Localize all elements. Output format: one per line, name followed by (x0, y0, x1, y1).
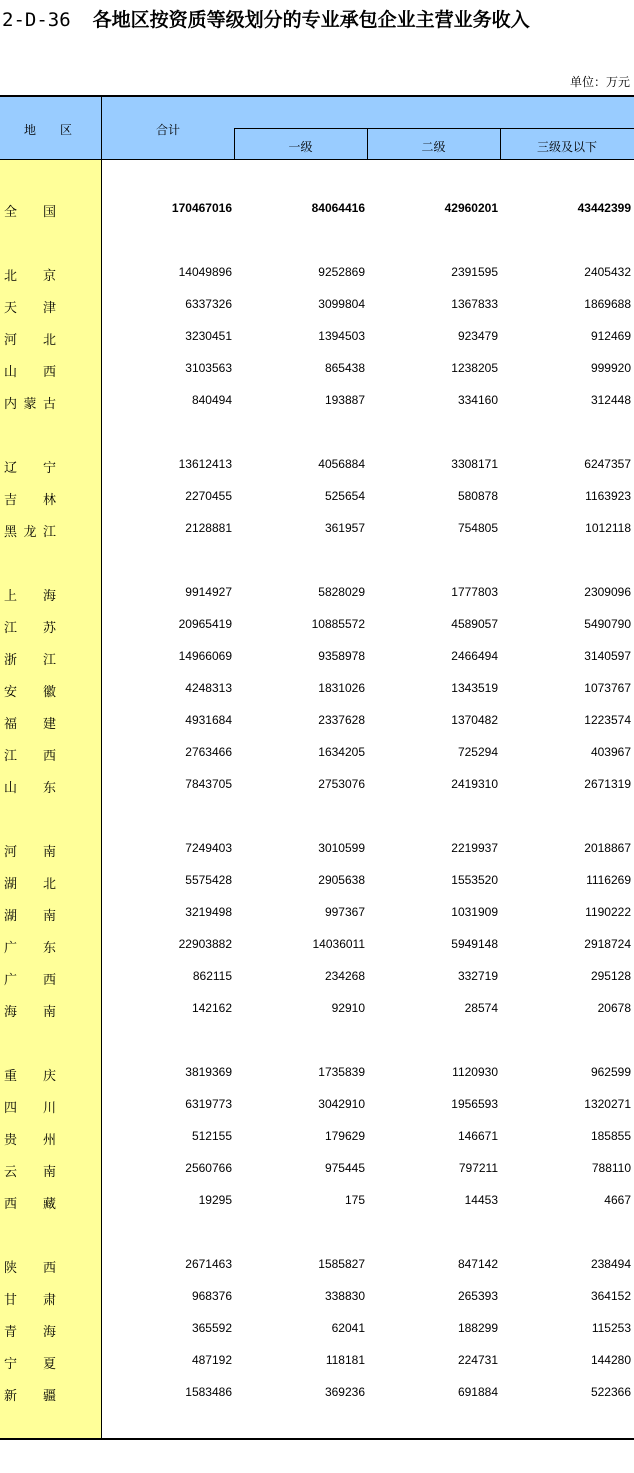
cell-level1: 84064416 (311, 201, 365, 215)
region-name: 黑龙江 (4, 524, 56, 539)
cell-level2: 2466494 (451, 649, 498, 663)
region-name: 宁夏 (4, 1356, 56, 1371)
cell-level2: 265393 (457, 1289, 498, 1303)
cell-level1: 2753076 (318, 777, 365, 791)
cell-total: 7249403 (185, 841, 232, 855)
cell-level1: 1831026 (318, 681, 365, 695)
cell-level1: 175 (344, 1193, 365, 1207)
cell-level2: 691884 (457, 1385, 498, 1399)
cell-level1: 1585827 (318, 1257, 365, 1271)
unit-label: 单位：万元 (569, 75, 630, 89)
region-name: 福建 (4, 716, 56, 731)
cell-level1: 1634205 (318, 745, 365, 759)
cell-total: 4248313 (185, 681, 232, 695)
cell-level1: 3042910 (318, 1097, 365, 1111)
cell-level1: 5828029 (318, 585, 365, 599)
region-name: 山西 (4, 364, 56, 379)
cell-level3: 403967 (590, 745, 631, 759)
cell-level2: 1367833 (451, 297, 498, 311)
cell-level3: 1163923 (585, 489, 631, 503)
cell-level3: 312448 (590, 393, 631, 407)
region-name: 吉林 (4, 492, 56, 507)
cell-level2: 14453 (464, 1193, 498, 1207)
region-name: 辽宁 (4, 460, 56, 475)
cell-level3: 238494 (590, 1257, 631, 1271)
region-name: 内蒙古 (4, 396, 56, 411)
cell-level1: 92910 (331, 1001, 365, 1015)
region-name: 湖南 (4, 908, 56, 923)
cell-level3: 1869688 (584, 297, 631, 311)
cell-total: 2560766 (185, 1161, 232, 1175)
cell-level3: 2018867 (584, 841, 631, 855)
region-name: 安徽 (4, 684, 56, 699)
region-name: 河北 (4, 332, 56, 347)
cell-level1: 369236 (324, 1385, 365, 1399)
cell-level3: 1223574 (584, 713, 631, 727)
cell-total: 20965419 (178, 617, 232, 631)
region-name: 重庆 (4, 1068, 56, 1083)
cell-total: 14049896 (178, 265, 232, 279)
cell-total: 487192 (191, 1353, 232, 1367)
region-name: 北京 (4, 268, 56, 283)
region-name: 江苏 (4, 620, 56, 635)
cell-level1: 118181 (325, 1353, 365, 1367)
cell-total: 7843705 (185, 777, 232, 791)
cell-level1: 2905638 (318, 873, 365, 887)
region-name: 浙江 (4, 652, 56, 667)
cell-level2: 1238205 (451, 361, 498, 375)
cell-level3: 185855 (590, 1129, 631, 1143)
region-name: 江西 (4, 748, 56, 763)
cell-total: 170467016 (171, 201, 232, 215)
cell-level2: 1777803 (451, 585, 498, 599)
cell-level3: 115253 (591, 1321, 631, 1335)
cell-level1: 10885572 (311, 617, 365, 631)
cell-level2: 1956593 (451, 1097, 498, 1111)
cell-level2: 847142 (457, 1257, 498, 1271)
cell-level1: 865438 (324, 361, 365, 375)
cell-total: 512155 (191, 1129, 232, 1143)
cell-total: 6319773 (185, 1097, 232, 1111)
table-title: 各地区按资质等级划分的专业承包企业主营业务收入 (92, 9, 530, 31)
top-rule (0, 95, 634, 97)
cell-level1: 62041 (331, 1321, 365, 1335)
region-name: 新疆 (4, 1388, 56, 1403)
cell-level2: 1031909 (451, 905, 498, 919)
col-header-level2: 二级 (421, 140, 446, 154)
cell-level1: 338830 (324, 1289, 365, 1303)
cell-total: 862115 (192, 969, 232, 983)
cell-level2: 42960201 (444, 201, 498, 215)
cell-level3: 2309096 (584, 585, 631, 599)
cell-total: 9914927 (185, 585, 232, 599)
cell-total: 3103563 (185, 361, 232, 375)
region-name: 山东 (4, 780, 56, 795)
cell-level3: 788110 (591, 1161, 631, 1175)
cell-level1: 179629 (324, 1129, 365, 1143)
region-name: 青海 (4, 1324, 56, 1339)
region-name: 广东 (4, 940, 56, 955)
region-name: 陕西 (4, 1260, 56, 1275)
region-name: 河南 (4, 844, 56, 859)
cell-level3: 1116269 (586, 873, 631, 887)
cell-level3: 4667 (604, 1193, 631, 1207)
cell-level2: 188299 (457, 1321, 498, 1335)
cell-total: 3230451 (185, 329, 232, 343)
cell-level3: 2671319 (584, 777, 631, 791)
cell-total: 2270455 (185, 489, 232, 503)
cell-level2: 580878 (457, 489, 498, 503)
cell-level1: 193887 (324, 393, 365, 407)
region-name: 贵州 (4, 1132, 56, 1147)
cell-level1: 4056884 (318, 457, 365, 471)
cell-level2: 146671 (457, 1129, 498, 1143)
table-code: 2-D-36 (2, 9, 71, 31)
cell-total: 2128881 (185, 521, 232, 535)
cell-level2: 754805 (457, 521, 498, 535)
cell-level3: 3140597 (584, 649, 631, 663)
cell-total: 3219498 (185, 905, 232, 919)
cell-level2: 28574 (464, 1001, 498, 1015)
page-title (2, 5, 530, 32)
cell-total: 5575428 (185, 873, 232, 887)
cell-level3: 2405432 (584, 265, 631, 279)
cell-level2: 4589057 (451, 617, 498, 631)
cell-level2: 2419310 (451, 777, 498, 791)
cell-total: 142162 (191, 1001, 232, 1015)
cell-total: 4931684 (185, 713, 232, 727)
cell-total: 3819369 (185, 1065, 232, 1079)
cell-total: 2763466 (185, 745, 232, 759)
cell-level2: 1553520 (451, 873, 498, 887)
cell-level1: 361957 (324, 521, 365, 535)
cell-total: 365592 (191, 1321, 232, 1335)
cell-level2: 332719 (457, 969, 498, 983)
cell-level1: 3010599 (318, 841, 365, 855)
cell-level3: 912469 (590, 329, 631, 343)
region-name: 西藏 (4, 1196, 56, 1211)
cell-level3: 144280 (590, 1353, 631, 1367)
cell-level2: 2219937 (451, 841, 498, 855)
cell-level3: 1320271 (584, 1097, 631, 1111)
cell-total: 968376 (191, 1289, 232, 1303)
cell-level2: 2391595 (451, 265, 498, 279)
cell-level3: 5490790 (584, 617, 631, 631)
region-name: 云南 (4, 1164, 56, 1179)
cell-level1: 2337628 (318, 713, 365, 727)
region-divider (101, 97, 102, 1438)
cell-level1: 1394503 (318, 329, 365, 343)
cell-level1: 9252869 (318, 265, 365, 279)
cell-level3: 43442399 (577, 201, 631, 215)
cell-total: 19295 (198, 1193, 232, 1207)
cell-level3: 364152 (590, 1289, 631, 1303)
header-rule (0, 159, 634, 160)
cell-level2: 334160 (457, 393, 498, 407)
cell-level1: 1735839 (318, 1065, 365, 1079)
region-name: 广西 (4, 972, 56, 987)
region-name: 全国 (4, 204, 56, 219)
cell-level1: 3099804 (318, 297, 365, 311)
cell-level3: 1012118 (585, 521, 631, 535)
region-column-bg (0, 160, 101, 1438)
region-name: 上海 (4, 588, 56, 603)
cell-level1: 975445 (324, 1161, 365, 1175)
col-header-region: 地 区 (24, 123, 73, 137)
region-name: 海南 (4, 1004, 56, 1019)
region-name: 四川 (4, 1100, 56, 1115)
region-name: 湖北 (4, 876, 56, 891)
region-name: 天津 (4, 300, 56, 315)
cell-level2: 224731 (457, 1353, 498, 1367)
col-header-total: 合计 (156, 123, 181, 137)
cell-total: 840494 (191, 393, 232, 407)
col-header-level3: 三级及以下 (536, 140, 597, 154)
cell-level2: 923479 (457, 329, 498, 343)
cell-level1: 9358978 (318, 649, 365, 663)
cell-level3: 962599 (590, 1065, 631, 1079)
cell-total: 22903882 (178, 937, 232, 951)
cell-level3: 6247357 (584, 457, 631, 471)
subheader-rule (234, 128, 634, 129)
cell-level3: 522366 (590, 1385, 631, 1399)
cell-total: 13612413 (178, 457, 232, 471)
cell-level3: 1190222 (585, 905, 631, 919)
cell-level3: 999920 (590, 361, 631, 375)
cell-level3: 295128 (590, 969, 631, 983)
cell-level2: 1120930 (452, 1065, 498, 1079)
cell-level2: 1370482 (451, 713, 498, 727)
region-name: 甘肃 (4, 1292, 56, 1307)
cell-level1: 997367 (324, 905, 365, 919)
cell-total: 6337326 (185, 297, 232, 311)
col-header-level1: 一级 (288, 140, 313, 154)
cell-level3: 2918724 (584, 937, 631, 951)
cell-level1: 14036011 (312, 937, 365, 951)
cell-total: 14966069 (178, 649, 232, 663)
cell-level2: 1343519 (451, 681, 498, 695)
cell-level2: 797211 (458, 1161, 498, 1175)
cell-level1: 234268 (324, 969, 365, 983)
cell-level2: 725294 (457, 745, 498, 759)
bottom-rule (0, 1438, 634, 1440)
cell-level2: 3308171 (451, 457, 498, 471)
cell-level1: 525654 (324, 489, 365, 503)
cell-level3: 20678 (597, 1001, 631, 1015)
cell-level2: 5949148 (451, 937, 498, 951)
cell-total: 2671463 (185, 1257, 232, 1271)
cell-total: 1583486 (185, 1385, 232, 1399)
cell-level3: 1073767 (584, 681, 631, 695)
